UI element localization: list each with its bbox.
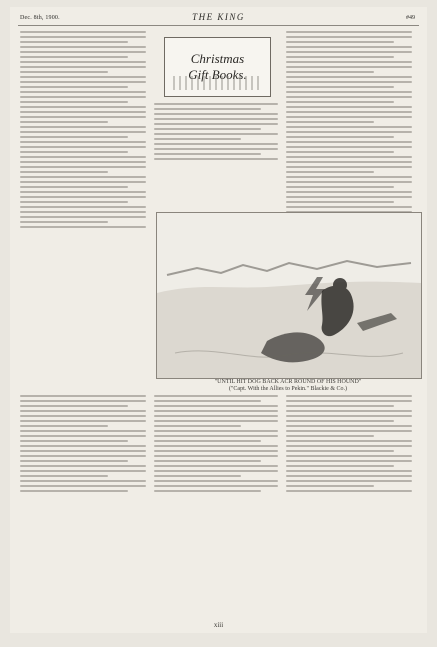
text-column-left-bottom [20, 395, 146, 625]
illustration-caption [156, 379, 420, 393]
header-page: #49 [406, 15, 415, 21]
text-lines [20, 31, 146, 228]
head [333, 278, 347, 292]
title-line-2: Gift Books. [188, 67, 247, 82]
illustration-svg [157, 213, 421, 378]
text-column-center [154, 31, 278, 221]
caption-line-1: "UNTIL HIT DOG BACK ACR ROUND OF HIS HOUND" [214, 379, 362, 385]
text-column-left [20, 31, 146, 426]
illustration [156, 212, 422, 379]
page-footer [10, 621, 427, 629]
ground [157, 282, 421, 378]
header-date: Dec. 8th, 1900. [20, 15, 60, 21]
header-title: THE KING [192, 12, 245, 22]
footer-page-number: xiii [213, 621, 224, 629]
caption-line-2: ("Capt. With the Allies to Pekin." Blackie & Co.) [228, 386, 348, 392]
text-column-right-bottom [286, 395, 412, 625]
text-column-center-bottom [154, 395, 278, 625]
title-line-1: Christmas [190, 51, 245, 66]
page-header [10, 9, 427, 25]
newspaper-page [10, 7, 427, 633]
header-rule [18, 25, 419, 26]
